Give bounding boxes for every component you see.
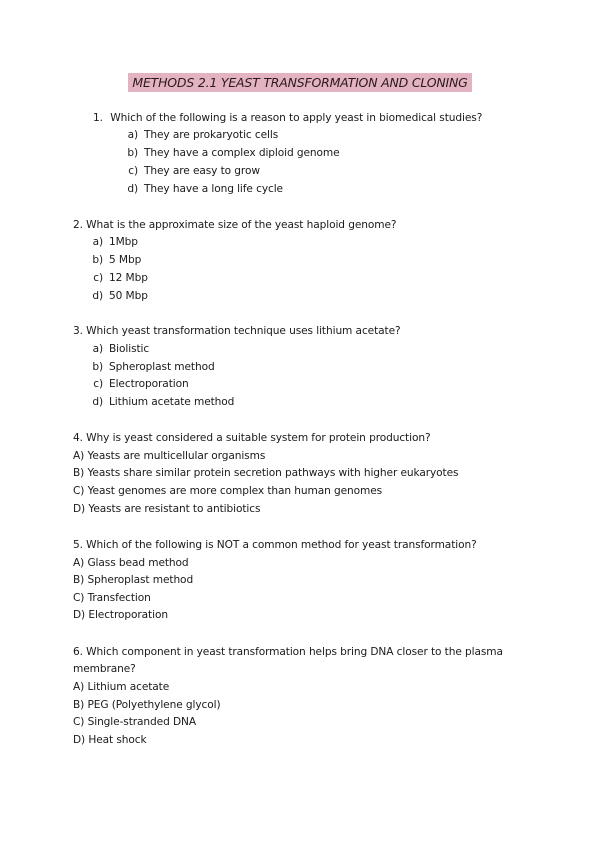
question-3-option-d [83, 396, 234, 408]
option-text: 1Mbp [109, 236, 138, 248]
question-6-option-c: C) Single-stranded DNA [73, 716, 196, 728]
question-5-option-a: A) Glass bead method [73, 557, 189, 569]
question-6-option-b: B) PEG (Polyethylene glycol) [73, 699, 221, 711]
option-letter: b) [127, 147, 138, 159]
title-wrap [0, 72, 600, 92]
question-5-option-d: D) Electroporation [73, 609, 168, 621]
question-1-option-d [118, 183, 283, 195]
question-4-option-c: C) Yeast genomes are more complex than human genomes [73, 485, 383, 497]
option-letter: d) [127, 183, 138, 195]
question-4-option-b: B) Yeasts share similar protein secretion pathways with higher eukaryotes [73, 467, 459, 479]
question-3-text: 3. Which yeast transformation technique uses lithium acetate? [73, 325, 401, 337]
page-title: METHODS 2.1 YEAST TRANSFORMATION AND CLONING [128, 73, 471, 92]
question-6-option-a: A) Lithium acetate [73, 681, 170, 693]
question-2-option-d [83, 290, 148, 302]
option-text: They have a complex diploid genome [144, 147, 340, 159]
option-letter: d) [92, 396, 103, 408]
question-5-text: 5. Which of the following is NOT a common method for yeast transformation? [73, 539, 477, 551]
question-4-option-d: D) Yeasts are resistant to antibiotics [73, 503, 261, 515]
question-1 [93, 112, 482, 124]
option-letter: c) [128, 165, 138, 177]
option-text: They are easy to grow [144, 165, 260, 177]
option-text: Biolistic [109, 343, 150, 355]
option-text: They have a long life cycle [144, 183, 283, 195]
option-text: Lithium acetate method [109, 396, 235, 408]
question-2-option-a [83, 236, 138, 248]
option-letter: c) [93, 378, 103, 390]
question-3-option-b [83, 361, 215, 373]
question-4-text: 4. Why is yeast considered a suitable system for protein production? [73, 432, 431, 444]
question-1-option-a [118, 129, 278, 141]
question-3-option-a [83, 343, 149, 355]
option-letter: b) [92, 361, 103, 373]
question-4-option-a: A) Yeasts are multicellular organisms [73, 450, 266, 462]
question-3-option-c [83, 378, 189, 390]
question-1-option-c [118, 165, 260, 177]
option-letter: b) [92, 254, 103, 266]
option-text: Spheroplast method [109, 361, 215, 373]
question-6-text-line-2: membrane? [73, 663, 136, 675]
option-letter: a) [127, 129, 138, 141]
question-2-option-c [83, 272, 148, 284]
option-text: They are prokaryotic cells [144, 129, 279, 141]
option-text: 5 Mbp [109, 254, 142, 266]
option-letter: a) [92, 343, 103, 355]
option-letter: a) [92, 236, 103, 248]
option-text: 50 Mbp [109, 290, 148, 302]
option-letter: d) [92, 290, 103, 302]
question-1-number: 1. [93, 112, 103, 124]
question-6-text-line-1: 6. Which component in yeast transformation helps bring DNA closer to the plasma [73, 646, 503, 658]
question-5-option-c: C) Transfection [73, 592, 151, 604]
option-letter: c) [93, 272, 103, 284]
question-2-text: 2. What is the approximate size of the yeast haploid genome? [73, 219, 397, 231]
question-2-option-b [83, 254, 141, 266]
option-text: 12 Mbp [109, 272, 148, 284]
question-1-text: Which of the following is a reason to apply yeast in biomedical studies? [110, 112, 483, 124]
question-6-option-d: D) Heat shock [73, 734, 147, 746]
question-1-option-b [118, 147, 340, 159]
question-5-option-b: B) Spheroplast method [73, 574, 194, 586]
option-text: Electroporation [109, 378, 189, 390]
